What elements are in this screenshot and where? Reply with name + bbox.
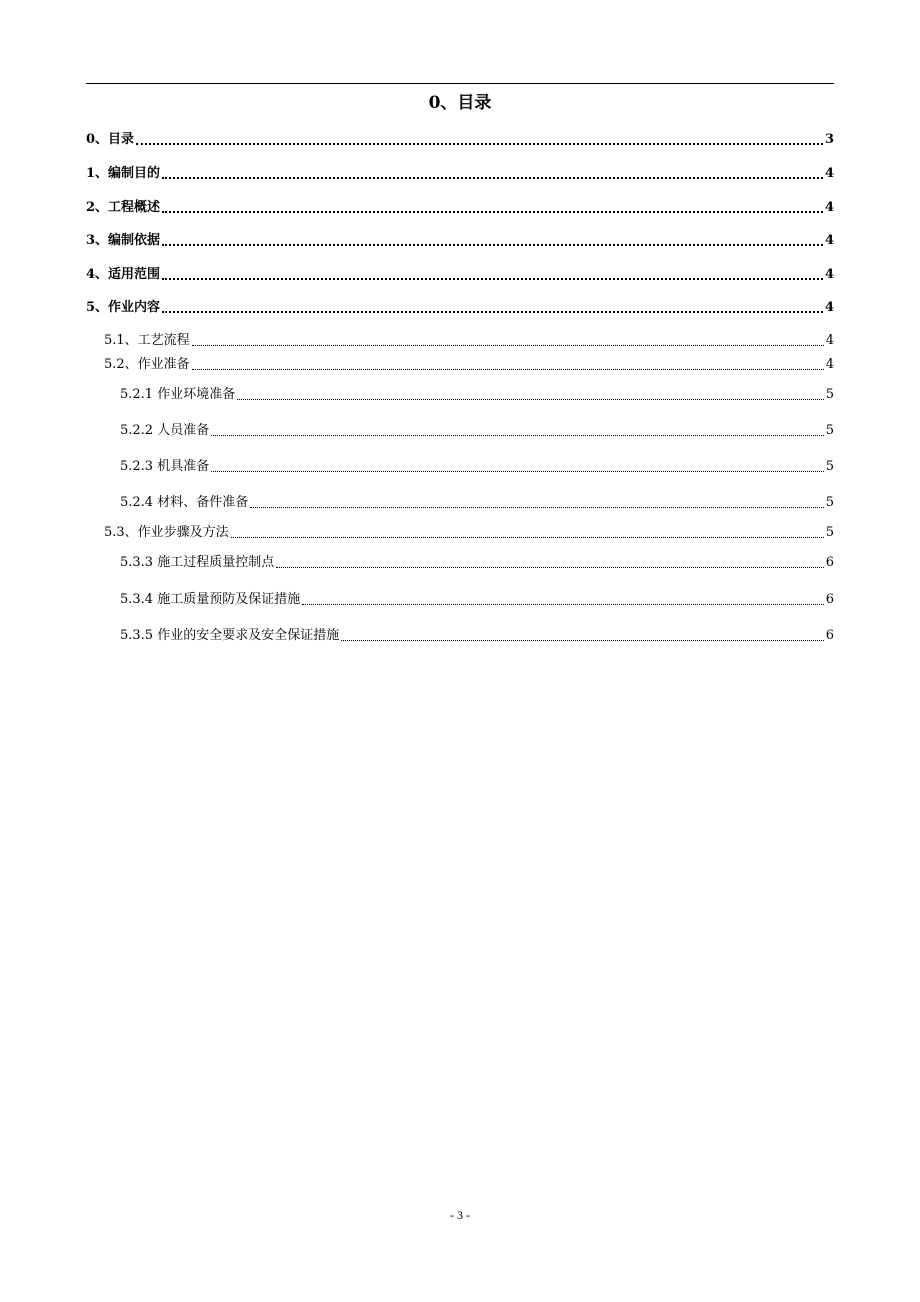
toc-entry-page: 5 xyxy=(825,525,834,540)
toc-entry[interactable] xyxy=(104,524,834,542)
toc-entry-page: 4 xyxy=(824,300,834,315)
dot-leader xyxy=(341,639,824,641)
toc-entry-label: 3、编制依据 xyxy=(86,233,161,248)
toc-entry-page: 6 xyxy=(825,555,834,570)
toc-entry-label: 5.3.3 施工过程质量控制点 xyxy=(120,555,275,570)
toc-entry[interactable] xyxy=(120,494,834,512)
toc-entry-label: 1、编制目的 xyxy=(86,166,161,181)
dot-leader xyxy=(162,210,823,213)
toc-entry-label: 0、目录 xyxy=(86,132,135,147)
page-number: - 3 - xyxy=(450,1208,470,1222)
toc-title: 0、目录 xyxy=(428,93,492,113)
dot-leader xyxy=(250,506,824,508)
toc-entry[interactable] xyxy=(120,386,834,404)
toc-entry[interactable] xyxy=(120,554,834,572)
toc-entry-label: 5.2.3 机具准备 xyxy=(120,459,210,474)
toc-entry-page: 4 xyxy=(824,200,834,215)
dot-leader xyxy=(276,566,824,568)
toc-entry-page: 5 xyxy=(825,459,834,474)
toc-entry-label: 5.2.2 人员准备 xyxy=(120,423,210,438)
dot-leader xyxy=(162,176,823,179)
toc-entry-label: 5.2.4 材料、备件准备 xyxy=(120,495,249,510)
toc-entry[interactable] xyxy=(86,232,834,250)
toc-entry-label: 4、适用范围 xyxy=(86,267,161,282)
toc-entry-label: 5.2.1 作业环境准备 xyxy=(120,387,236,402)
toc-entry-label: 5.1、工艺流程 xyxy=(104,333,190,348)
dot-leader xyxy=(211,434,824,436)
dot-leader xyxy=(162,243,823,246)
toc-entry[interactable] xyxy=(104,332,834,350)
toc-entry[interactable] xyxy=(86,199,834,217)
toc-entry[interactable] xyxy=(86,165,834,183)
dot-leader xyxy=(302,603,824,605)
dot-leader xyxy=(162,310,823,313)
toc-entry-page: 4 xyxy=(825,357,834,372)
toc-entry-page: 5 xyxy=(825,423,834,438)
toc-entry-page: 4 xyxy=(824,267,834,282)
toc-entry-page: 4 xyxy=(824,166,834,181)
toc-entry-label: 5.2、作业准备 xyxy=(104,357,190,372)
toc-entry-page: 4 xyxy=(824,233,834,248)
toc-entry-label: 2、工程概述 xyxy=(86,200,161,215)
toc-entry-label: 5.3、作业步骤及方法 xyxy=(104,525,229,540)
dot-leader xyxy=(237,398,824,400)
toc-entry-page: 6 xyxy=(825,628,834,643)
dot-leader xyxy=(192,344,824,346)
dot-leader xyxy=(231,536,824,538)
toc-entry[interactable] xyxy=(104,356,834,374)
toc-entry[interactable] xyxy=(86,266,834,284)
toc-entry[interactable] xyxy=(120,458,834,476)
toc-entry-page: 5 xyxy=(825,387,834,402)
toc-entry-page: 3 xyxy=(824,132,834,147)
dot-leader xyxy=(211,470,824,472)
toc-entry[interactable] xyxy=(120,591,834,609)
toc-entry-page: 5 xyxy=(825,495,834,510)
toc-entry-label: 5、作业内容 xyxy=(86,300,161,315)
dot-leader xyxy=(192,368,824,370)
toc-entry-label: 5.3.4 施工质量预防及保证措施 xyxy=(120,592,301,607)
toc-entry[interactable] xyxy=(120,422,834,440)
toc-entry[interactable] xyxy=(120,627,834,645)
dot-leader xyxy=(136,142,823,145)
dot-leader xyxy=(162,277,823,280)
toc-entry-page: 4 xyxy=(825,333,834,348)
toc-entry-page: 6 xyxy=(825,592,834,607)
toc-entry[interactable] xyxy=(86,299,834,317)
toc-entry-label: 5.3.5 作业的安全要求及安全保证措施 xyxy=(120,628,340,643)
toc-entry[interactable] xyxy=(86,131,834,149)
